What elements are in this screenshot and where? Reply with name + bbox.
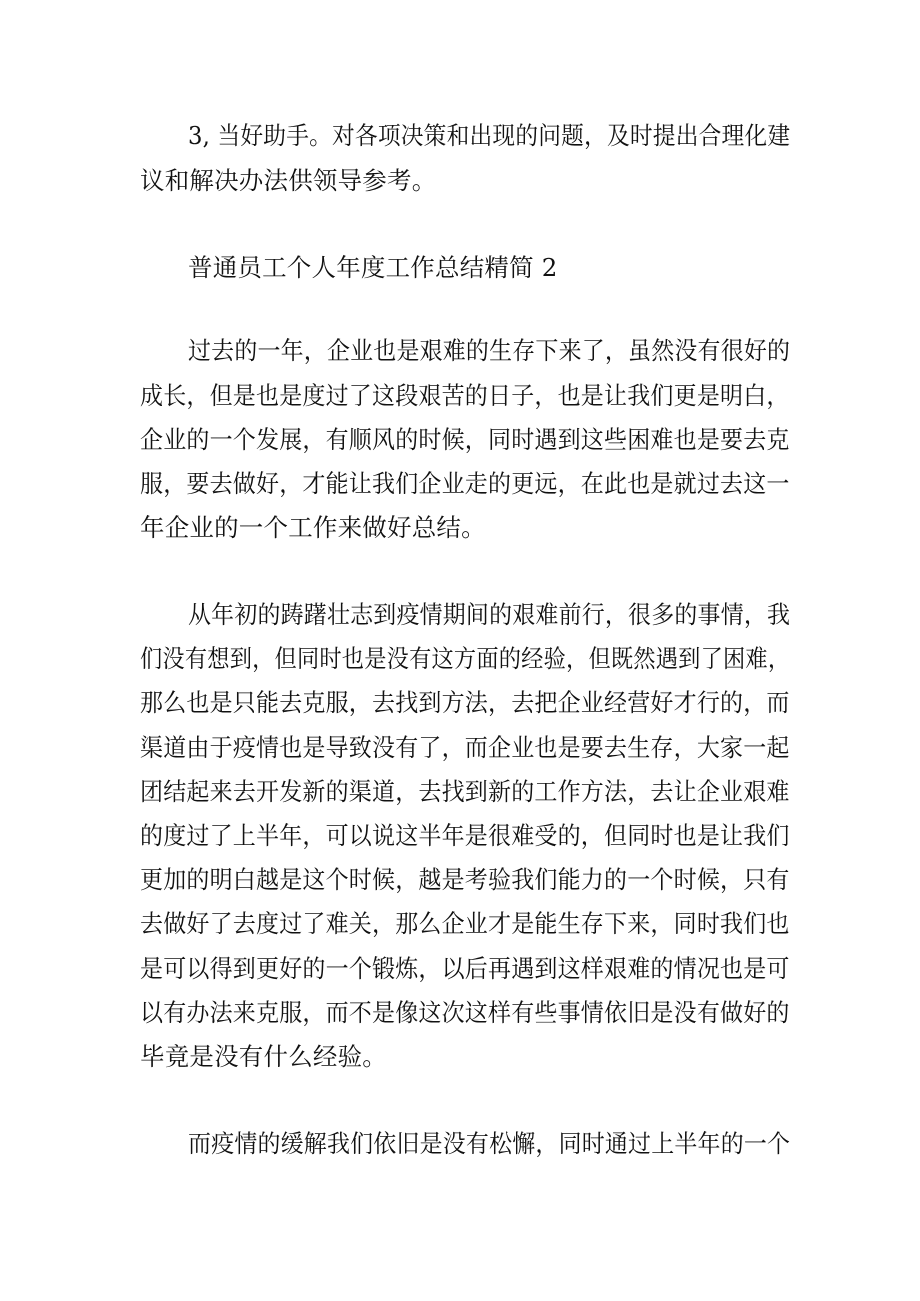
paragraph-3-line-1: 从年初的踌躇壮志到疫情期间的艰难前行，很多的事情，我 (188, 600, 791, 629)
paragraph-2-line-5: 年企业的一个工作来做好总结。 (140, 513, 486, 542)
paragraph-3-line-4: 渠道由于疫情也是导致没有了，而企业也是要去生存，大家一起 (140, 733, 790, 762)
paragraph-2-line-3: 企业的一个发展，有顺风的时候，同时遇到这些困难也是要去克 (140, 425, 790, 454)
paragraph-2-line-2: 成长，但是也是度过了这段艰苦的日子，也是让我们更是明白， (140, 381, 790, 410)
paragraph-3-line-9: 是可以得到更好的一个锻炼，以后再遇到这样艰难的情况也是可 (140, 954, 790, 983)
paragraph-2-line-1: 过去的一年，企业也是艰难的生存下来了，虽然没有很好的 (188, 336, 791, 365)
paragraph-3-line-8: 去做好了去度过了难关，那么企业才是能生存下来，同时我们也 (140, 909, 790, 938)
paragraph-1-line-2: 议和解决办法供领导参考。 (140, 166, 437, 195)
section-heading: 普通员工个人年度工作总结精简 2 (188, 253, 558, 282)
paragraph-1-line-1: 3, 当好助手。对各项决策和出现的问题，及时提出合理化建 (188, 121, 791, 150)
paragraph-4-line-1: 而疫情的缓解我们依旧是没有松懈，同时通过上半年的一个 (188, 1129, 791, 1158)
paragraph-3-line-3: 那么也是只能去克服，去找到方法，去把企业经营好才行的，而 (140, 688, 790, 717)
paragraph-3-line-10: 以有办法来克服，而不是像这次这样有些事情依旧是没有做好的 (140, 998, 790, 1027)
paragraph-2-line-4: 服，要去做好，才能让我们企业走的更远，在此也是就过去这一 (140, 469, 790, 498)
paragraph-3-line-7: 更加的明白越是这个时候，越是考验我们能力的一个时候，只有 (140, 865, 790, 894)
paragraph-3-line-5: 团结起来去开发新的渠道，去找到新的工作方法，去让企业艰难 (140, 777, 790, 806)
paragraph-3-line-11: 毕竟是没有什么经验。 (140, 1042, 387, 1071)
paragraph-3-line-6: 的度过了上半年，可以说这半年是很难受的，但同时也是让我们 (140, 821, 790, 850)
paragraph-3-line-2: 们没有想到，但同时也是没有这方面的经验，但既然遇到了困难， (140, 644, 791, 673)
